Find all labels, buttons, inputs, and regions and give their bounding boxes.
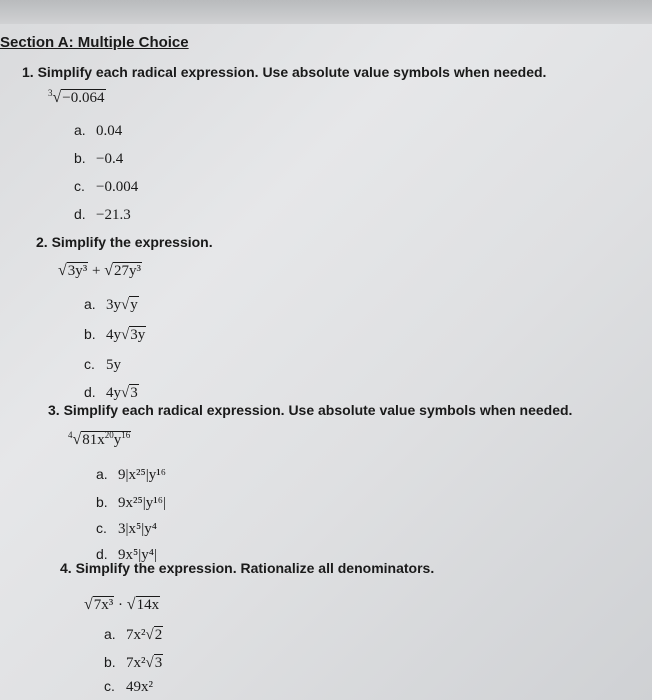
- section-title: Section A: Multiple Choice: [0, 34, 189, 51]
- option-coefficient: 4y: [106, 385, 121, 401]
- option-radicand: 3: [130, 385, 138, 401]
- option-coefficient: 3y: [106, 297, 121, 313]
- option-radicand: 3y: [130, 327, 146, 343]
- option-letter: c.: [74, 178, 85, 194]
- option-letter: a.: [104, 626, 116, 642]
- radical-icon: √: [121, 297, 130, 313]
- question-3-option-a[interactable]: [96, 466, 166, 484]
- radical-icon: √: [52, 89, 62, 106]
- option-letter: d.: [84, 384, 96, 400]
- question-2-expression: [58, 262, 142, 280]
- question-2-option-a[interactable]: [84, 296, 139, 314]
- option-letter: a.: [96, 466, 108, 482]
- question-2-text: 2. Simplify the expression.: [36, 234, 213, 250]
- radical-icon: √: [72, 431, 82, 448]
- option-letter: c.: [96, 520, 107, 536]
- radical-icon: √: [121, 327, 130, 343]
- option-coefficient: 7x²: [126, 655, 146, 671]
- radical-icon: √: [121, 385, 130, 401]
- question-1-option-c[interactable]: [74, 178, 138, 196]
- option-value: 3|x⁵|y⁴: [118, 521, 157, 537]
- plus-sign: +: [92, 263, 101, 279]
- option-value: 9x²⁵|y¹⁶|: [118, 495, 166, 511]
- option-letter: a.: [74, 122, 86, 138]
- option-letter: d.: [96, 546, 108, 562]
- option-letter: b.: [84, 326, 96, 342]
- option-value: −21.3: [96, 207, 131, 223]
- radical-icon: √: [145, 627, 154, 643]
- question-2-option-c[interactable]: [84, 356, 121, 374]
- radicand-base: 81x: [82, 432, 105, 448]
- question-3-text: 3. Simplify each radical expression. Use absolute value symbols when needed.: [48, 402, 573, 418]
- question-4-option-b[interactable]: [104, 654, 163, 672]
- radicand-variable: y: [113, 432, 122, 448]
- question-3-expression: [68, 430, 131, 449]
- radicand: 27y³: [114, 263, 142, 279]
- option-value: 49x²: [126, 679, 153, 695]
- option-value: 9|x²⁵|y¹⁶: [118, 467, 166, 483]
- option-value: 5y: [106, 357, 121, 373]
- radicand: 3y³: [67, 263, 88, 279]
- option-letter: b.: [104, 654, 116, 670]
- option-letter: d.: [74, 206, 86, 222]
- root-index: 4: [68, 430, 73, 440]
- radicand: [81, 431, 131, 448]
- question-2-option-d[interactable]: [84, 384, 139, 402]
- question-3-option-c[interactable]: [96, 520, 157, 538]
- option-coefficient: 7x²: [126, 627, 146, 643]
- question-1-option-d[interactable]: [74, 206, 131, 224]
- radicand: −0.064: [62, 90, 105, 106]
- question-2-option-b[interactable]: [84, 326, 146, 344]
- option-letter: b.: [74, 150, 86, 166]
- question-1-expression: [48, 88, 106, 107]
- multiply-dot: ·: [118, 597, 124, 613]
- root-index: 3: [48, 88, 53, 98]
- question-1-text: 1. Simplify each radical expression. Use absolute value symbols when needed.: [22, 64, 547, 80]
- radical-icon: √: [145, 655, 154, 671]
- option-letter: a.: [84, 296, 96, 312]
- question-1-option-a[interactable]: [74, 122, 122, 140]
- radicand: 7x³: [93, 597, 114, 613]
- option-radicand: y: [130, 297, 138, 313]
- option-value: −0.4: [96, 151, 124, 167]
- question-4-expression: [84, 596, 160, 614]
- question-4-option-c[interactable]: [104, 678, 153, 696]
- option-radicand: 2: [154, 627, 163, 643]
- option-letter: c.: [84, 356, 95, 372]
- question-1-option-b[interactable]: [74, 150, 123, 168]
- exponent: 20: [104, 430, 114, 440]
- option-letter: c.: [104, 678, 115, 694]
- radical-icon: √: [104, 262, 114, 279]
- exponent: 16: [121, 430, 131, 440]
- page-top-edge: [0, 0, 652, 24]
- option-value: 9x⁵|y⁴|: [118, 547, 157, 563]
- option-letter: b.: [96, 494, 108, 510]
- option-radicand: 3: [154, 655, 163, 671]
- radical-icon: √: [58, 262, 67, 279]
- option-value: −0.004: [96, 179, 139, 195]
- question-4-text: 4. Simplify the expression. Rationalize all denominators.: [60, 560, 435, 576]
- radicand: 14x: [136, 597, 160, 613]
- option-coefficient: 4y: [106, 327, 121, 343]
- option-value: 0.04: [96, 123, 123, 139]
- radical-icon: √: [126, 596, 136, 613]
- radical-icon: √: [84, 596, 93, 613]
- question-3-option-b[interactable]: [96, 494, 166, 512]
- question-4-option-a[interactable]: [104, 626, 163, 644]
